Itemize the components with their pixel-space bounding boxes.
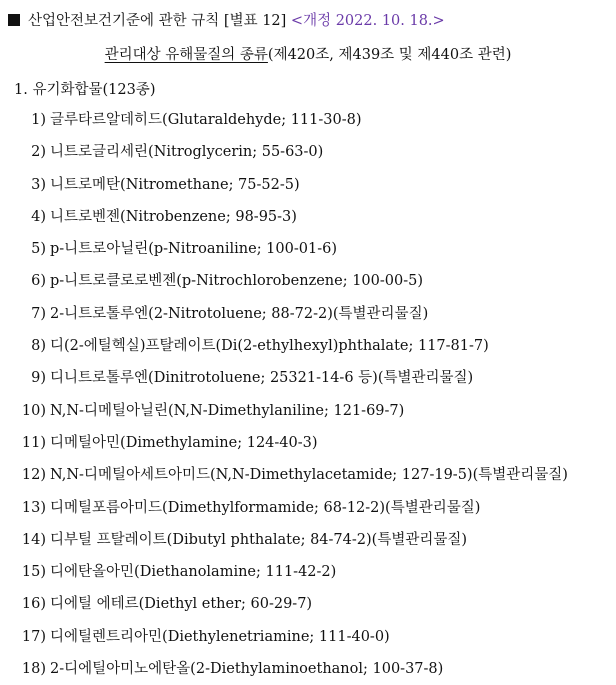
item-number: 13) — [21, 499, 46, 516]
item-number: 17) — [21, 628, 46, 645]
item-number: 14) — [21, 531, 46, 548]
substance-list — [0, 104, 568, 685]
list-item — [0, 588, 568, 620]
list-item — [0, 653, 568, 685]
item-text: 2-디에틸아미노에탄올(2-Diethylaminoethanol; 100-37-8) — [50, 661, 444, 678]
item-number: 4) — [31, 208, 46, 225]
item-text: 디(2-에틸헥실)프탈레이트(Di(2-ethylhexyl)phthalate; 117-81-7) — [50, 338, 489, 355]
list-item — [0, 104, 568, 136]
list-item — [0, 169, 568, 201]
item-text: 디니트로톨루엔(Dinitrotoluene; 25321-14-6 등)(특별관리물질) — [50, 370, 474, 387]
item-text: p-니트로클로로벤젠(p-Nitrochlorobenzene; 100-00-5) — [50, 273, 424, 290]
item-text: 디메틸아민(Dimethylamine; 124-40-3) — [50, 434, 318, 451]
list-item — [0, 524, 568, 556]
list-item — [0, 362, 568, 394]
item-text: 디에탄올아민(Diethanolamine; 111-42-2) — [50, 564, 337, 581]
list-item — [0, 201, 568, 233]
item-number: 10) — [21, 402, 46, 419]
item-number: 18) — [21, 661, 46, 678]
item-text: 2-니트로톨루엔(2-Nitrotoluene; 88-72-2)(특별관리물질) — [50, 305, 429, 322]
black-square-icon — [8, 14, 20, 26]
item-text: 디에틸 에테르(Diethyl ether; 60-29-7) — [50, 596, 313, 613]
item-text: 디메틸포름아미드(Dimethylformamide; 68-12-2)(특별관리물질) — [50, 499, 481, 516]
item-number: 9) — [31, 370, 46, 387]
item-number: 7) — [31, 305, 46, 322]
item-text: 니트로벤젠(Nitrobenzene; 98-95-3) — [50, 208, 297, 225]
list-item — [0, 298, 568, 330]
item-text: 디에틸렌트리아민(Diethylenetriamine; 111-40-0) — [50, 628, 390, 645]
amendment-date: <개정 2022. 10. 18.> — [290, 13, 445, 29]
item-number: 15) — [21, 564, 46, 581]
item-text: p-니트로아닐린(p-Nitroaniline; 100-01-6) — [50, 241, 337, 258]
item-number: 3) — [31, 176, 46, 193]
item-text: N,N-디메틸아닐린(N,N-Dimethylaniline; 121-69-7) — [50, 402, 405, 419]
list-item — [0, 233, 568, 265]
item-text: 디부틸 프탈레이트(Dibutyl phthalate; 84-74-2)(특별관리물질) — [50, 531, 468, 548]
item-number: 8) — [31, 338, 46, 355]
list-item — [0, 621, 568, 653]
document-title — [0, 43, 616, 64]
list-item — [0, 427, 568, 459]
item-number: 11) — [21, 434, 46, 451]
item-text: 니트로메탄(Nitromethane; 75-52-5) — [50, 176, 300, 193]
list-item — [0, 265, 568, 297]
list-item — [0, 492, 568, 524]
item-number: 1) — [31, 112, 46, 128]
title-underlined: 관리대상 유해물질의 종류 — [104, 47, 268, 63]
title-suffix: (제420조, 제439조 및 제440조 관련) — [267, 47, 512, 63]
item-number: 2) — [31, 144, 46, 161]
item-text: N,N-디메틸아세트아미드(N,N-Dimethylacetamide; 127-19-5)(특별관리물질) — [50, 467, 568, 484]
item-number: 5) — [31, 241, 46, 258]
item-text: 글루타르알데히드(Glutaraldehyde; 111-30-8) — [50, 112, 362, 128]
list-item — [0, 136, 568, 168]
list-item — [0, 330, 568, 362]
section-heading: 1. 유기화합물(123종) — [14, 82, 156, 98]
list-item — [0, 395, 568, 427]
item-number: 12) — [21, 467, 46, 484]
item-number: 16) — [21, 596, 46, 613]
regulation-title: 산업안전보건기준에 관한 규칙 [별표 12] — [28, 13, 287, 29]
item-number: 6) — [31, 273, 46, 290]
item-text: 니트로글리세린(Nitroglycerin; 55-63-0) — [50, 144, 324, 161]
list-item — [0, 556, 568, 588]
list-item — [0, 459, 568, 491]
regulation-header — [8, 9, 445, 30]
